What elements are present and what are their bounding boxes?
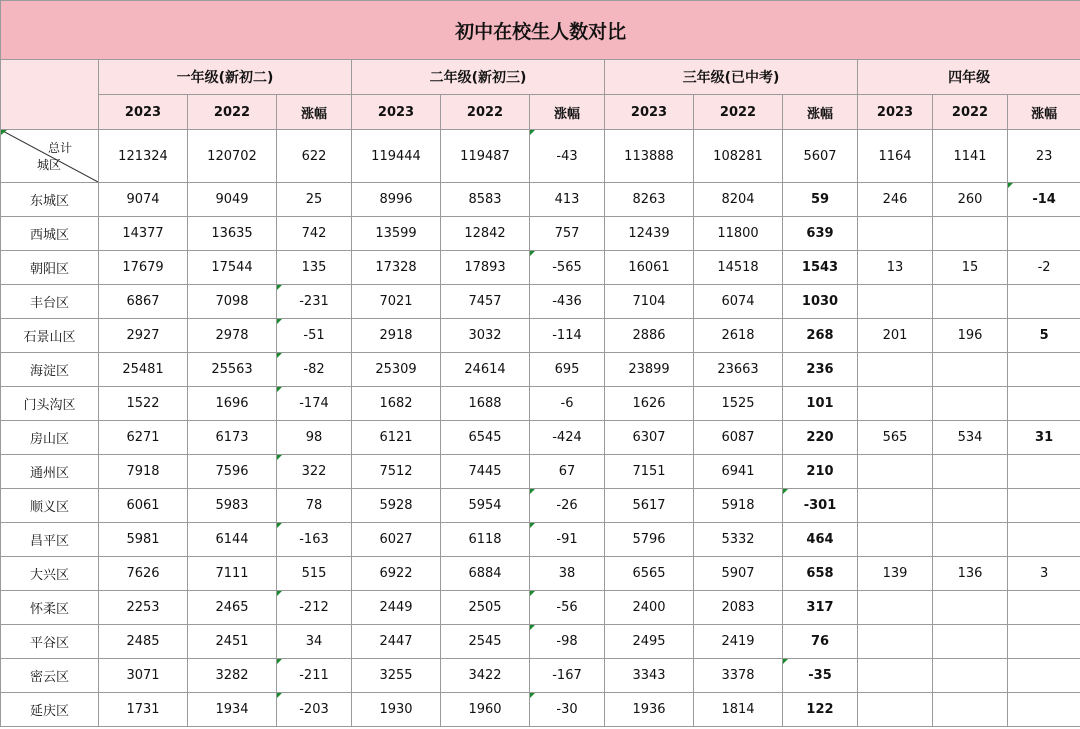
district-name: 怀柔区 [1,591,99,625]
district-name: 密云区 [1,659,99,693]
value-cell: 2505 [441,591,530,625]
value-cell: 7021 [352,285,441,319]
total-cell: -43 [530,130,605,183]
value-cell: -2 [1008,251,1080,285]
value-cell: 6061 [99,489,188,523]
total-cell: 121324 [99,130,188,183]
value-cell: 2253 [99,591,188,625]
corner-total-label: 总计 [47,141,72,155]
value-cell: 135 [277,251,352,285]
diagonal-header-cell [1,130,99,183]
value-cell [933,387,1008,421]
value-cell: 1688 [441,387,530,421]
column-header: 涨幅 [277,95,352,130]
value-cell: 7111 [188,557,277,591]
value-cell: 7596 [188,455,277,489]
table-row [1,625,1080,659]
value-cell: 12439 [605,217,694,251]
value-cell: 6144 [188,523,277,557]
value-cell: 5918 [694,489,783,523]
corner-header [1,60,99,130]
value-cell: 5981 [99,523,188,557]
value-cell: 13599 [352,217,441,251]
district-name: 海淀区 [1,353,99,387]
value-cell: 7104 [605,285,694,319]
value-cell: 8996 [352,183,441,217]
value-cell: -98 [530,625,605,659]
value-cell: 3 [1008,557,1080,591]
value-cell: 14377 [99,217,188,251]
value-cell [1008,693,1080,727]
value-cell: 3378 [694,659,783,693]
value-cell [1008,523,1080,557]
value-cell: 2495 [605,625,694,659]
column-header: 2022 [694,95,783,130]
value-cell: -30 [530,693,605,727]
value-cell: 7457 [441,285,530,319]
value-cell: 8204 [694,183,783,217]
column-header: 2023 [99,95,188,130]
value-cell [933,217,1008,251]
value-cell: 2449 [352,591,441,625]
value-cell [933,625,1008,659]
value-cell: -26 [530,489,605,523]
value-cell [858,353,933,387]
value-cell: 5954 [441,489,530,523]
value-cell: 7445 [441,455,530,489]
value-cell: 6271 [99,421,188,455]
value-cell: 515 [277,557,352,591]
value-cell: 1682 [352,387,441,421]
value-cell: 6565 [605,557,694,591]
value-cell: 5 [1008,319,1080,353]
value-cell [933,523,1008,557]
value-cell: 2545 [441,625,530,659]
district-name: 大兴区 [1,557,99,591]
value-cell: 6074 [694,285,783,319]
value-cell: 260 [933,183,1008,217]
value-cell: 25481 [99,353,188,387]
value-cell [858,285,933,319]
district-name: 昌平区 [1,523,99,557]
value-cell [858,659,933,693]
value-cell: 658 [783,557,858,591]
value-cell: 1936 [605,693,694,727]
column-header: 涨幅 [1008,95,1080,130]
value-cell: 1696 [188,387,277,421]
value-cell: 534 [933,421,1008,455]
value-cell: 122 [783,693,858,727]
total-cell: 108281 [694,130,783,183]
value-cell [858,489,933,523]
value-cell: 25563 [188,353,277,387]
column-header: 涨幅 [530,95,605,130]
value-cell: 695 [530,353,605,387]
value-cell [1008,625,1080,659]
value-cell: 24614 [441,353,530,387]
value-cell: -211 [277,659,352,693]
value-cell: 2419 [694,625,783,659]
table-row [1,591,1080,625]
value-cell [933,285,1008,319]
value-cell [1008,285,1080,319]
district-name: 丰台区 [1,285,99,319]
table-row [1,387,1080,421]
value-cell [858,523,933,557]
column-header: 2022 [933,95,1008,130]
value-cell [858,693,933,727]
value-cell: 3343 [605,659,694,693]
value-cell: 25 [277,183,352,217]
value-cell [933,489,1008,523]
value-cell: 6941 [694,455,783,489]
value-cell: 3032 [441,319,530,353]
value-cell: -231 [277,285,352,319]
value-cell: 1960 [441,693,530,727]
value-cell: 6027 [352,523,441,557]
value-cell: -51 [277,319,352,353]
value-cell: 25309 [352,353,441,387]
value-cell [858,387,933,421]
value-cell [1008,387,1080,421]
value-cell: -565 [530,251,605,285]
value-cell: 7626 [99,557,188,591]
value-cell: 13 [858,251,933,285]
value-cell: 1930 [352,693,441,727]
value-cell: 16061 [605,251,694,285]
group-header: 四年级 [858,60,1080,95]
value-cell: 236 [783,353,858,387]
value-cell: 139 [858,557,933,591]
value-cell: 317 [783,591,858,625]
value-cell: 757 [530,217,605,251]
value-cell [1008,353,1080,387]
value-cell: 38 [530,557,605,591]
column-header: 2023 [352,95,441,130]
value-cell: -163 [277,523,352,557]
value-cell: 6087 [694,421,783,455]
value-cell: -436 [530,285,605,319]
value-cell: -424 [530,421,605,455]
value-cell: 17544 [188,251,277,285]
value-cell: 1522 [99,387,188,421]
value-cell: 67 [530,455,605,489]
value-cell: 59 [783,183,858,217]
district-name: 通州区 [1,455,99,489]
district-name: 门头沟区 [1,387,99,421]
value-cell: 1525 [694,387,783,421]
value-cell: 3071 [99,659,188,693]
page-title: 初中在校生人数对比 [1,1,1080,60]
value-cell: 2447 [352,625,441,659]
value-cell: 6922 [352,557,441,591]
value-cell: 246 [858,183,933,217]
value-cell: 17893 [441,251,530,285]
district-name: 朝阳区 [1,251,99,285]
value-cell: -174 [277,387,352,421]
value-cell: 268 [783,319,858,353]
value-cell: 2400 [605,591,694,625]
value-cell [933,693,1008,727]
district-name: 顺义区 [1,489,99,523]
value-cell: 322 [277,455,352,489]
value-cell: 1030 [783,285,858,319]
value-cell: 3255 [352,659,441,693]
value-cell [1008,455,1080,489]
value-cell: 2918 [352,319,441,353]
value-cell: 220 [783,421,858,455]
value-cell [933,659,1008,693]
value-cell: 2618 [694,319,783,353]
value-cell: 210 [783,455,858,489]
value-cell: 98 [277,421,352,455]
value-cell: 11800 [694,217,783,251]
table-row [1,523,1080,557]
total-cell: 1164 [858,130,933,183]
value-cell: 1934 [188,693,277,727]
group-header: 三年级(已中考) [605,60,858,95]
value-cell: 3422 [441,659,530,693]
value-cell: 6121 [352,421,441,455]
table-row [1,217,1080,251]
value-cell: 5928 [352,489,441,523]
value-cell: 1814 [694,693,783,727]
value-cell: 413 [530,183,605,217]
district-name: 房山区 [1,421,99,455]
value-cell: 1543 [783,251,858,285]
value-cell: 8263 [605,183,694,217]
value-cell: 2083 [694,591,783,625]
table-row [1,353,1080,387]
table-row [1,319,1080,353]
value-cell: -56 [530,591,605,625]
total-cell: 119444 [352,130,441,183]
value-cell: 136 [933,557,1008,591]
value-cell: 2465 [188,591,277,625]
district-name: 平谷区 [1,625,99,659]
table-row [1,251,1080,285]
value-cell: 7098 [188,285,277,319]
value-cell: 78 [277,489,352,523]
value-cell: 12842 [441,217,530,251]
table-row [1,659,1080,693]
value-cell: 101 [783,387,858,421]
value-cell: 7512 [352,455,441,489]
value-cell: 1626 [605,387,694,421]
value-cell: 639 [783,217,858,251]
table-row [1,693,1080,727]
total-cell: 5607 [783,130,858,183]
value-cell: 201 [858,319,933,353]
value-cell: 2451 [188,625,277,659]
value-cell [1008,489,1080,523]
table-row [1,183,1080,217]
value-cell: 6307 [605,421,694,455]
value-cell [858,217,933,251]
district-name: 西城区 [1,217,99,251]
group-header: 二年级(新初三) [352,60,605,95]
value-cell: 7151 [605,455,694,489]
value-cell: 1731 [99,693,188,727]
district-name: 石景山区 [1,319,99,353]
value-cell: 7918 [99,455,188,489]
value-cell: 464 [783,523,858,557]
value-cell: -301 [783,489,858,523]
value-cell: 76 [783,625,858,659]
value-cell [933,353,1008,387]
value-cell: -114 [530,319,605,353]
value-cell: -91 [530,523,605,557]
value-cell: 8583 [441,183,530,217]
value-cell: 6867 [99,285,188,319]
value-cell: 2978 [188,319,277,353]
value-cell: 17679 [99,251,188,285]
value-cell [1008,591,1080,625]
value-cell [858,591,933,625]
value-cell [1008,659,1080,693]
total-cell: 113888 [605,130,694,183]
table-row [1,489,1080,523]
value-cell: -35 [783,659,858,693]
value-cell: 2886 [605,319,694,353]
total-cell: 622 [277,130,352,183]
value-cell: 2927 [99,319,188,353]
value-cell: 5907 [694,557,783,591]
value-cell: 23899 [605,353,694,387]
district-name: 延庆区 [1,693,99,727]
table-row [1,557,1080,591]
value-cell: -212 [277,591,352,625]
total-cell: 1141 [933,130,1008,183]
value-cell: -167 [530,659,605,693]
value-cell: 5332 [694,523,783,557]
column-header: 2022 [441,95,530,130]
column-header: 2022 [188,95,277,130]
value-cell [933,455,1008,489]
column-header: 涨幅 [783,95,858,130]
value-cell: 3282 [188,659,277,693]
value-cell: 34 [277,625,352,659]
value-cell: 6173 [188,421,277,455]
value-cell [933,591,1008,625]
value-cell: 2485 [99,625,188,659]
corner-district-label: 城区 [37,158,62,172]
value-cell: 6884 [441,557,530,591]
value-cell: 9074 [99,183,188,217]
value-cell: 14518 [694,251,783,285]
value-cell: 6118 [441,523,530,557]
table-row [1,421,1080,455]
value-cell [858,625,933,659]
value-cell [858,455,933,489]
value-cell: 196 [933,319,1008,353]
value-cell: 31 [1008,421,1080,455]
value-cell: 742 [277,217,352,251]
total-cell: 120702 [188,130,277,183]
value-cell: 23663 [694,353,783,387]
value-cell: 5796 [605,523,694,557]
total-cell: 119487 [441,130,530,183]
group-header: 一年级(新初二) [99,60,352,95]
value-cell: -82 [277,353,352,387]
table-row [1,285,1080,319]
value-cell: 13635 [188,217,277,251]
value-cell: 17328 [352,251,441,285]
value-cell: 6545 [441,421,530,455]
column-header: 2023 [605,95,694,130]
value-cell: -6 [530,387,605,421]
value-cell: -14 [1008,183,1080,217]
value-cell: 9049 [188,183,277,217]
column-header: 2023 [858,95,933,130]
district-name: 东城区 [1,183,99,217]
value-cell [1008,217,1080,251]
value-cell: 565 [858,421,933,455]
value-cell: 5617 [605,489,694,523]
total-cell: 23 [1008,130,1080,183]
value-cell: 5983 [188,489,277,523]
value-cell: 15 [933,251,1008,285]
table-row [1,455,1080,489]
value-cell: -203 [277,693,352,727]
